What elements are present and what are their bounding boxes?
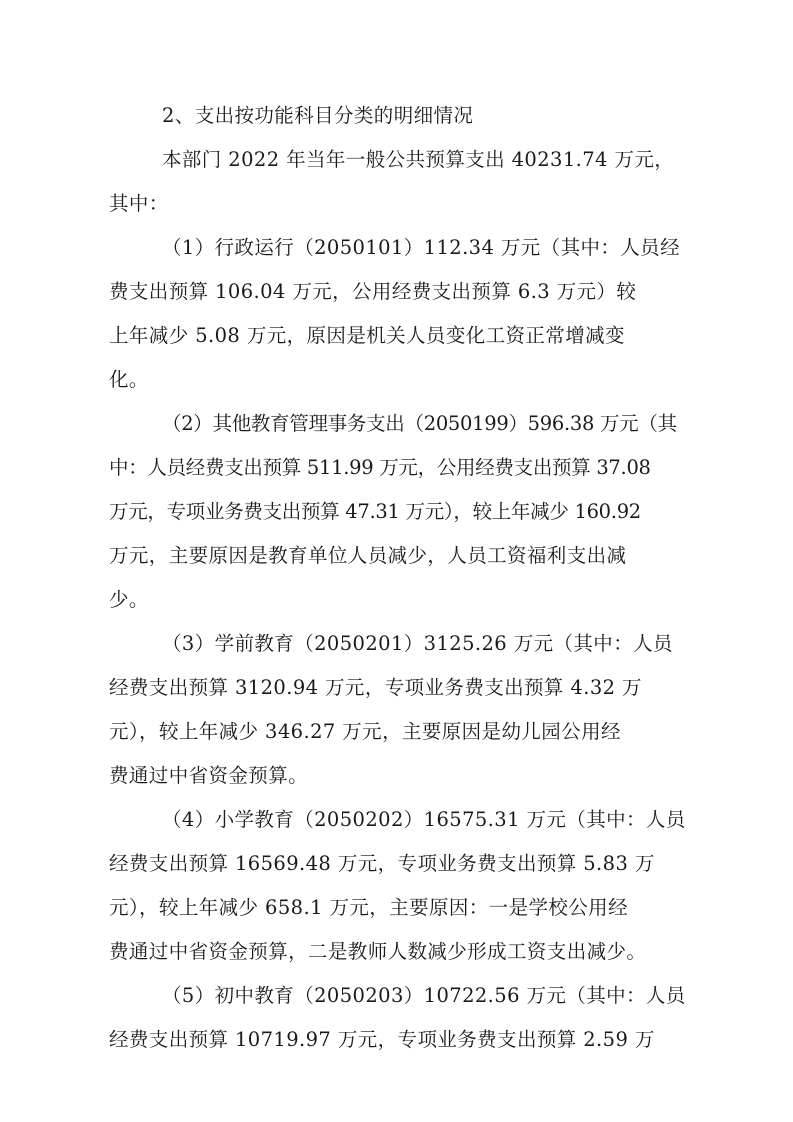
section-heading: 2、支出按功能科目分类的明细情况 <box>162 104 474 127</box>
summary-line: 本部门 2022 年当年一般公共预算支出 40231.74 万元， <box>162 148 675 171</box>
item-2-line: 少。 <box>109 588 149 611</box>
summary-line: 其中： <box>109 192 169 215</box>
item-2-line: 万元，主要原因是教育单位人员减少，人员工资福利支出减 <box>109 544 627 567</box>
item-1-line: 费支出预算 106.04 万元，公用经费支出预算 6.3 万元）较 <box>109 280 637 303</box>
item-1-line: （1）行政运行（2050101）112.34 万元（其中：人员经 <box>162 236 680 259</box>
item-4-line: 费通过中省资金预算，二是教师人数减少形成工资支出减少。 <box>109 940 647 963</box>
item-1-line: 上年减少 5.08 万元，原因是机关人员变化工资正常增减变 <box>109 324 625 347</box>
item-2-line: （2）其他教育管理事务支出（2050199）596.38 万元（其 <box>162 412 677 435</box>
item-3-line: 费通过中省资金预算。 <box>109 764 309 787</box>
item-1-line: 化。 <box>109 368 149 391</box>
item-5-line: （5）初中教育（2050203）10722.56 万元（其中：人员 <box>162 984 686 1007</box>
item-4-line: 元），较上年减少 658.1 万元，主要原因：一是学校公用经 <box>109 896 628 919</box>
item-3-line: 经费支出预算 3120.94 万元，专项业务费支出预算 4.32 万 <box>109 676 642 699</box>
item-4-line: 经费支出预算 16569.48 万元，专项业务费支出预算 5.83 万 <box>109 852 655 875</box>
item-5-line: 经费支出预算 10719.97 万元，专项业务费支出预算 2.59 万 <box>109 1028 655 1051</box>
item-3-line: 元），较上年减少 346.27 万元，主要原因是幼儿园公用经 <box>109 720 621 743</box>
item-4-line: （4）小学教育（2050202）16575.31 万元（其中：人员 <box>162 808 686 831</box>
item-3-line: （3）学前教育（2050201）3125.26 万元（其中：人员 <box>162 632 673 655</box>
item-2-line: 中：人员经费支出预算 511.99 万元，公用经费支出预算 37.08 <box>109 456 651 479</box>
item-2-line: 万元，专项业务费支出预算 47.31 万元），较上年减少 160.92 <box>109 500 641 523</box>
